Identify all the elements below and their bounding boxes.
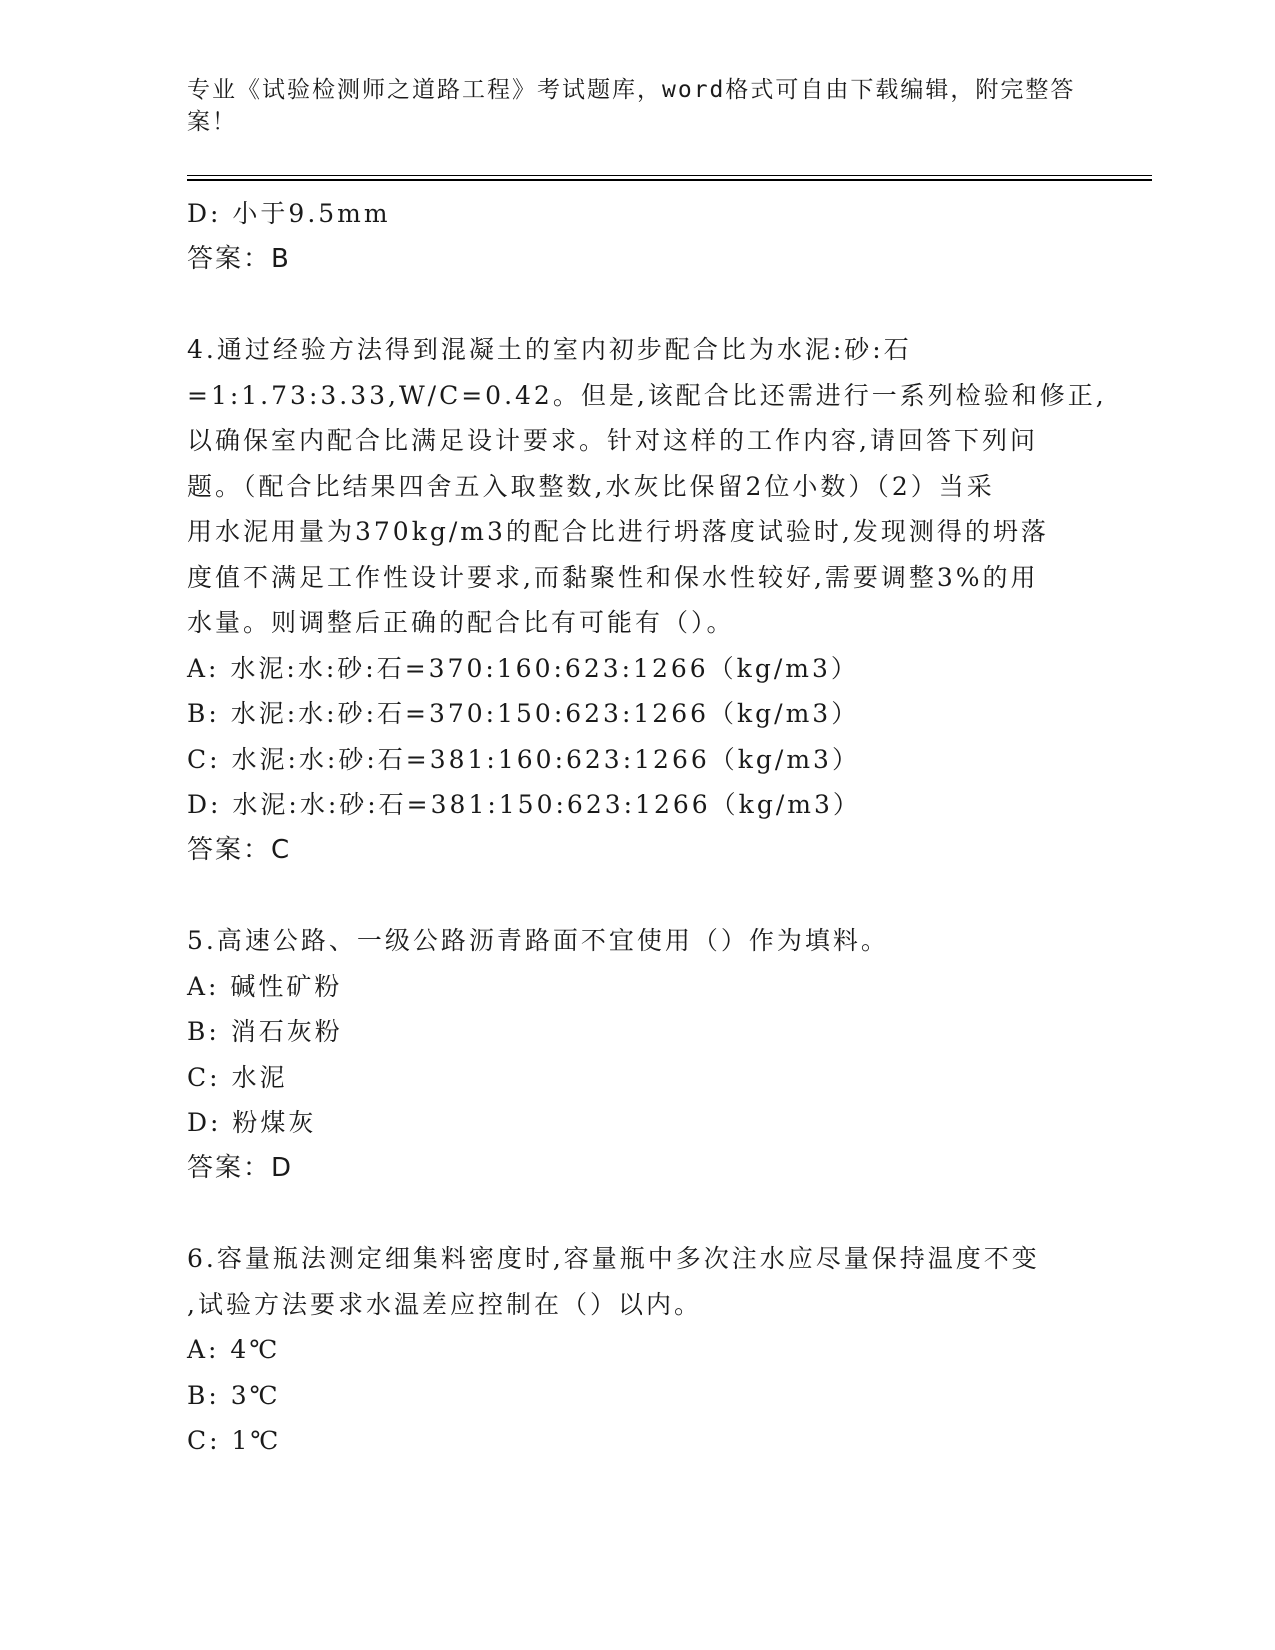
q4-option-d: D: 水泥:水:砂:石=381:150:623:1266（kg/m3） [187, 790, 861, 819]
spacer [187, 282, 1117, 327]
question-content [187, 191, 1117, 1464]
q4-option-b: B: 水泥:水:砂:石=370:150:623:1266（kg/m3） [187, 699, 860, 728]
q6-option-a: A: 4℃ [187, 1335, 281, 1364]
q4-stem-line: 用水泥用量为370kg/m3的配合比进行坍落度试验时,发现测得的坍落 [187, 517, 1049, 546]
q4-stem-line: 以确保室内配合比满足设计要求。针对这样的工作内容,请回答下列问 [187, 426, 1038, 455]
q6-option-c: C: 1℃ [187, 1426, 282, 1455]
q4-option-a: A: 水泥:水:砂:石=370:160:623:1266（kg/m3） [187, 653, 859, 683]
header-line-2: 案！ [187, 109, 237, 135]
spacer [187, 1191, 1117, 1236]
q6-option-b: B: 3℃ [187, 1380, 281, 1410]
q6-stem-line: ,试验方法要求水温差应控制在（）以内。 [187, 1289, 702, 1319]
q4-stem-line: 度值不满足工作性设计要求,而黏聚性和保水性较好,需要调整3%的用 [187, 562, 1039, 592]
q5-answer: 答案：D [187, 1152, 294, 1183]
header-divider-thin [187, 175, 1152, 176]
q3-answer: 答案：B [187, 243, 291, 274]
q4-stem-line: 题。（配合比结果四舍五入取整数,水灰比保留2位小数）（2）当采 [187, 471, 995, 501]
q4-stem-line: =1:1.73:3.33,W/C=0.42。但是,该配合比还需进行一系列检验和修正, [187, 380, 1107, 410]
q4-stem-line: 水量。则调整后正确的配合比有可能有（）。 [187, 608, 735, 637]
q4-answer: 答案：C [187, 834, 292, 865]
q5-option-d: D: 粉煤灰 [187, 1108, 317, 1137]
page-header [187, 74, 1087, 138]
q5-stem: 5.高速公路、一级公路沥青路面不宜使用（）作为填料。 [187, 926, 889, 955]
q5-option-c: C: 水泥 [187, 1062, 288, 1092]
q3-option-d: D: 小于9.5mm [187, 199, 391, 228]
spacer [187, 873, 1117, 918]
q4-option-c: C: 水泥:水:砂:石=381:160:623:1266（kg/m3） [187, 744, 860, 774]
header-line-1: 专业《试验检测师之道路工程》考试题库，word格式可自由下载编辑，附完整答 [187, 77, 1076, 103]
q4-stem-line: 4.通过经验方法得到混凝土的室内初步配合比为水泥:砂:石 [187, 335, 912, 364]
q6-stem-line: 6.容量瓶法测定细集料密度时,容量瓶中多次注水应尽量保持温度不变 [187, 1244, 1040, 1273]
header-divider-thick [187, 179, 1152, 181]
q5-option-a: A: 碱性矿粉 [187, 971, 343, 1001]
q5-option-b: B: 消石灰粉 [187, 1017, 343, 1046]
